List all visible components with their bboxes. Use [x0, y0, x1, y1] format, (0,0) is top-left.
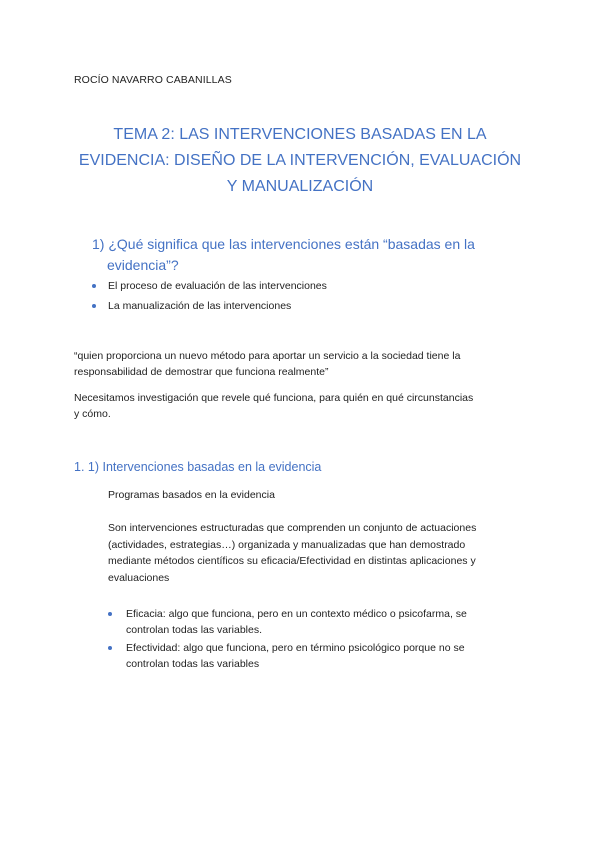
section-1-1-heading: 1. 1) Intervenciones basadas en la evidencia — [74, 460, 322, 474]
research-need-paragraph — [74, 390, 534, 422]
bullet-icon — [108, 612, 112, 616]
description-line-4: evaluaciones — [108, 571, 170, 584]
list-item — [108, 298, 327, 318]
title-line-1: TEMA 2: LAS INTERVENCIONES BASADAS EN LA — [113, 126, 487, 143]
title-line-3: Y MANUALIZACIÓN — [226, 178, 374, 195]
quote-paragraph — [74, 348, 534, 380]
document-title — [50, 122, 550, 200]
section-1-heading-line-1 — [92, 234, 542, 255]
section-1-heading — [92, 234, 542, 276]
list-item — [108, 278, 327, 298]
list-item-line-1: Eficacia: algo que funciona, pero en un contexto médico o psicofarma, se — [126, 608, 467, 620]
list-item-line-2: controlan todas las variables — [126, 658, 260, 670]
quote-line-2: responsabilidad de demostrar que funciona realmente” — [74, 366, 329, 378]
section-1-heading-line-2: evidencia”? — [107, 257, 179, 273]
author-name: ROCÍO NAVARRO CABANILLAS — [74, 74, 232, 86]
list-item-line-1: Efectividad: algo que funciona, pero en término psicológico porque no se — [126, 642, 465, 654]
title-line-2: EVIDENCIA: DISEÑO DE LA INTERVENCIÓN, EVALUACIÓN — [78, 152, 522, 169]
research-need-line-1: Necesitamos investigación que revele qué funciona, para quién en qué circunstancias — [74, 392, 474, 404]
section-1-heading-text: ¿Qué significa que las intervenciones están “basadas en la — [108, 236, 475, 252]
list-item-text: El proceso de evaluación de las intervenciones — [108, 280, 327, 292]
section-1-1-bullet-list — [126, 606, 526, 674]
description-line-1: Son intervenciones estructuradas que comprenden un conjunto de actuaciones — [108, 522, 477, 534]
bullet-icon — [108, 646, 112, 650]
section-1-number: 1) — [92, 236, 105, 252]
description-line-3: mediante métodos científicos su eficacia/Efectividad en distintas aplicaciones y — [108, 555, 476, 567]
quote-line-1: “quien proporciona un nuevo método para aportar un servicio a la sociedad tiene la — [74, 350, 461, 362]
section-1-bullet-list — [108, 278, 327, 318]
bullet-icon — [92, 284, 96, 288]
list-item-text: La manualización de las intervenciones — [108, 300, 292, 312]
description-line-2: (actividades, estrategias…) organizada y manualizadas que han demostrado — [108, 538, 466, 551]
section-1-1-subheading: Programas basados en la evidencia — [108, 489, 275, 501]
list-item-line-2: controlan todas las variables. — [126, 624, 262, 636]
section-1-1-description — [108, 520, 528, 586]
bullet-icon — [92, 304, 96, 308]
list-item — [126, 606, 526, 638]
research-need-line-2: y cómo. — [74, 408, 111, 420]
list-item — [126, 640, 526, 672]
